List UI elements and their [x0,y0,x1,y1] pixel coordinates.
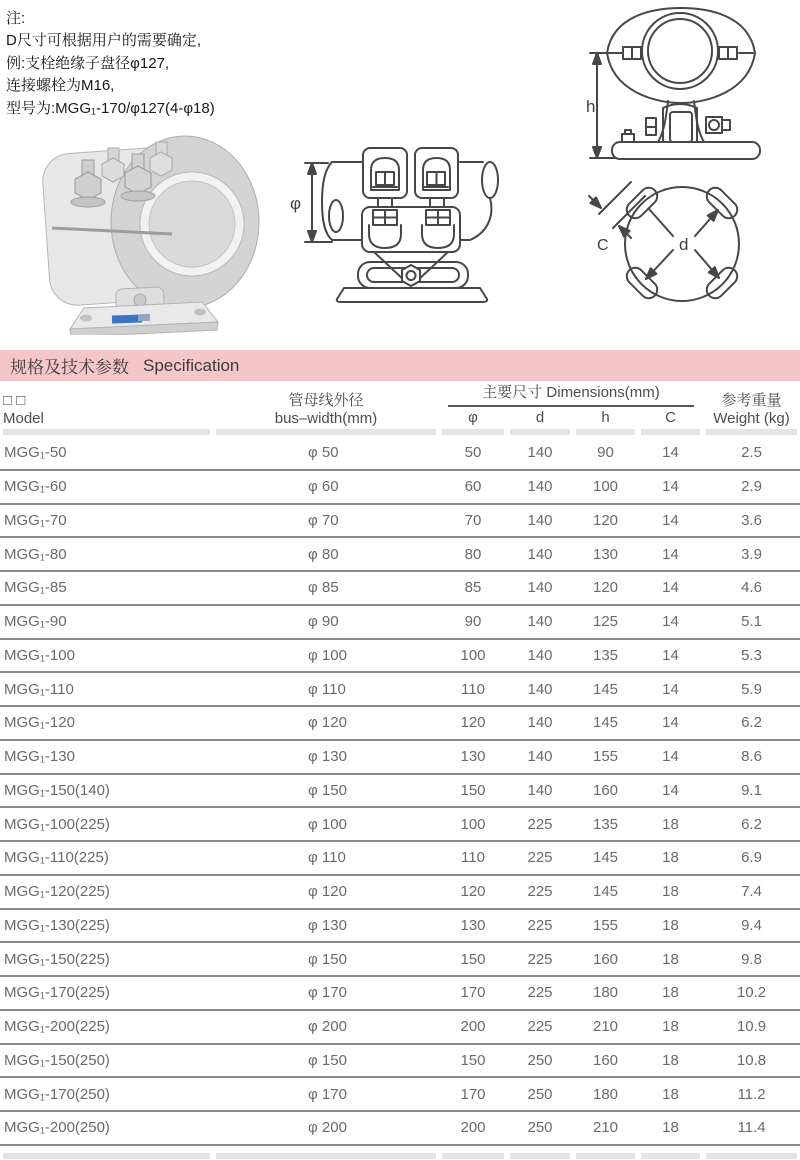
cell-c: 18 [662,1119,679,1137]
cell-phi: 80 [464,545,482,563]
cell-weight: 5.9 [741,680,762,698]
cell-weight: 5.1 [741,613,762,631]
col-header-weight [703,392,800,427]
side-view-drawing [590,8,760,159]
cell-weight: 6.9 [741,849,762,867]
cell-h: 180 [592,984,619,1002]
cell-c: 14 [662,579,679,597]
cell-h: 180 [592,1085,619,1103]
cell-h: 100 [592,478,619,496]
table-row [0,1112,800,1146]
col-header-dimensions [439,384,703,427]
cell-model: MGG₁-110 [4,680,74,698]
cell-weight: 9.1 [741,781,762,799]
cell-bus-width: φ 130 [308,748,347,766]
cell-h: 210 [592,1119,619,1137]
cell-d: 250 [527,1085,553,1103]
cell-model: MGG₁-170(225) [4,984,110,1002]
cell-phi: 150 [460,781,486,799]
cell-phi: 100 [460,815,486,833]
table-row [0,943,800,977]
cell-phi: 100 [460,646,486,664]
product-photo [20,130,270,335]
note-line: 连接螺栓为M16, [6,77,115,95]
cell-bus-width: φ 200 [308,1119,347,1137]
cell-c: 14 [662,748,679,766]
cell-bus-width: φ 70 [308,511,339,529]
cell-c: 14 [662,511,679,529]
subcol-d: d [535,408,545,426]
table-row [0,505,800,539]
table-row [0,808,800,842]
cell-weight: 5.3 [741,646,762,664]
front-view-diagram [272,128,512,308]
cell-model: MGG₁-110(225) [4,849,109,867]
cell-d: 250 [527,1119,553,1137]
cell-weight: 10.2 [736,984,767,1002]
col-header-model-zh: □ □ [3,392,26,409]
cell-d: 225 [527,815,553,833]
cell-c: 18 [662,1085,679,1103]
cell-d: 225 [527,849,553,867]
cell-h: 145 [592,849,619,867]
note-line: D尺寸可根据用户的需要确定, [6,32,202,50]
cell-bus-width: φ 100 [308,815,347,833]
cell-d: 140 [527,714,553,732]
col-header-weight-en: Weight (kg) [713,409,790,427]
subcol-phi: φ [468,408,478,426]
cell-model: MGG₁-150(250) [4,1051,110,1069]
table-row [0,842,800,876]
cell-weight: 10.9 [736,1018,767,1036]
cell-model: MGG₁-170(250) [4,1085,110,1103]
table-row [0,876,800,910]
note-line: 例:支栓绝缘子盘径φ127, [6,54,170,72]
cell-model: MGG₁-120(225) [4,883,110,901]
cell-weight: 10.8 [736,1051,767,1069]
cell-weight: 9.4 [741,916,762,934]
clamp-photo-body [41,136,259,335]
cell-bus-width: φ 80 [308,545,339,563]
cell-d: 140 [527,680,553,698]
cell-weight: 7.4 [741,883,762,901]
cell-d: 140 [527,478,553,496]
c-dimension-label: C [597,237,609,254]
cell-phi: 50 [464,444,482,462]
phi-dimension-label: φ [290,194,302,213]
cell-h: 135 [592,646,619,664]
cell-d: 225 [527,1018,553,1036]
cell-bus-width: φ 170 [308,984,347,1002]
cell-phi: 170 [460,1085,486,1103]
cell-phi: 200 [460,1018,486,1036]
col-header-bus-en: bus–width(mm) [274,409,378,427]
cell-d: 225 [527,883,553,901]
table-row [0,471,800,505]
cell-phi: 90 [464,613,482,631]
cell-weight: 11.2 [737,1085,766,1103]
cell-d: 140 [527,748,553,766]
cell-c: 14 [662,646,679,664]
header-separator-bar [0,429,800,435]
cell-c: 14 [662,444,679,462]
cell-d: 140 [527,545,553,563]
table-row [0,673,800,707]
table-row [0,1011,800,1045]
cell-h: 145 [592,680,619,698]
cell-bus-width: φ 150 [308,950,347,968]
cell-model: MGG₁-200(225) [4,1018,110,1036]
col-header-weight-zh: 参考重量 [721,392,782,409]
cell-h: 155 [592,916,619,934]
cell-model: MGG₁-100(225) [4,815,110,833]
cell-model: MGG₁-90 [4,613,67,631]
cell-weight: 2.9 [741,478,762,496]
spec-table-header [0,382,800,429]
cell-weight: 9.8 [741,950,762,968]
cell-phi: 150 [460,950,486,968]
cell-bus-width: φ 200 [308,1018,347,1036]
cell-weight: 4.6 [741,579,762,597]
bottom-view-diagram [585,170,797,318]
cell-phi: 130 [460,748,486,766]
cell-bus-width: φ 110 [308,849,346,867]
dimensions-underline [448,405,694,407]
cell-c: 14 [662,781,679,799]
section-title-en: Specification [143,355,240,375]
table-row [0,707,800,741]
cell-h: 130 [592,545,619,563]
cell-model: MGG₁-80 [4,545,67,563]
cell-phi: 85 [464,579,482,597]
table-row [0,1078,800,1112]
cell-d: 225 [527,950,553,968]
table-row [0,741,800,775]
cell-c: 18 [662,883,679,901]
cell-bus-width: φ 50 [308,444,339,462]
cell-h: 120 [592,579,619,597]
cell-bus-width: φ 150 [308,781,347,799]
cell-model: MGG₁-50 [4,444,67,462]
cell-c: 14 [662,613,679,631]
cell-bus-width: φ 120 [308,883,347,901]
cell-phi: 70 [464,511,482,529]
cell-phi: 200 [460,1119,486,1137]
cell-h: 145 [592,883,619,901]
cell-h: 120 [592,511,619,529]
cell-weight: 3.6 [741,511,762,529]
cell-h: 125 [592,613,619,631]
cell-weight: 2.5 [741,444,762,462]
cell-weight: 11.4 [737,1119,766,1137]
cell-phi: 120 [460,714,486,732]
section-header-bar [0,350,800,381]
cell-c: 18 [662,1051,679,1069]
cell-bus-width: φ 85 [308,579,339,597]
subcol-h: h [601,408,610,426]
cell-d: 140 [527,444,553,462]
cell-weight: 8.6 [741,748,762,766]
cell-weight: 6.2 [741,714,762,732]
cell-c: 14 [662,545,679,563]
cell-d: 140 [527,511,553,529]
h-dimension-label: h [586,97,596,116]
cell-d: 140 [527,646,553,664]
cell-c: 18 [662,849,679,867]
cell-model: MGG₁-130(225) [4,916,110,934]
cell-h: 160 [592,1051,619,1069]
cell-c: 14 [662,680,679,698]
cell-h: 135 [592,815,619,833]
cell-d: 140 [527,613,553,631]
cell-h: 160 [592,950,619,968]
d-dimension-label: d [679,235,689,254]
cell-bus-width: φ 120 [308,714,347,732]
bottom-separator-bar [0,1153,800,1159]
cell-phi: 130 [460,916,486,934]
cell-h: 160 [592,781,619,799]
notes-block [6,8,336,120]
table-row [0,572,800,606]
cell-h: 145 [592,714,619,732]
cell-bus-width: φ 90 [308,613,339,631]
note-line: 注: [6,10,26,27]
cell-bus-width: φ 170 [308,1085,347,1103]
col-header-bus-width [213,392,439,427]
table-row [0,538,800,572]
cell-model: MGG₁-150(225) [4,950,110,968]
cell-d: 140 [527,781,553,799]
cell-phi: 60 [464,478,482,496]
cell-model: MGG₁-60 [4,478,67,496]
cell-model: MGG₁-130 [4,748,75,766]
cell-weight: 6.2 [741,815,762,833]
cell-model: MGG₁-150(140) [4,781,110,799]
cell-c: 14 [662,478,679,496]
table-row [0,977,800,1011]
table-row [0,437,800,471]
cell-model: MGG₁-70 [4,511,67,529]
brand-label [112,314,142,323]
table-row [0,640,800,674]
cell-d: 250 [527,1051,553,1069]
dimensions-group-label: 主要尺寸 Dimensions(mm) [482,384,660,401]
table-row [0,606,800,640]
section-title-zh: 规格及技术参数 [10,358,129,377]
cell-d: 225 [527,984,553,1002]
cell-c: 18 [662,950,679,968]
cell-phi: 120 [460,883,486,901]
col-header-model [3,392,44,427]
cell-c: 18 [662,984,679,1002]
col-header-bus-zh: 管母线外径 [288,392,364,409]
cell-d: 140 [527,579,553,597]
cell-bus-width: φ 130 [308,916,347,934]
note-line: 型号为:MGG₁-170/φ127(4-φ18) [6,99,215,117]
table-row [0,1045,800,1079]
cell-phi: 170 [460,984,486,1002]
table-row [0,775,800,809]
cell-phi: 110 [461,849,485,867]
cell-bus-width: φ 60 [308,478,339,496]
cell-c: 18 [662,916,679,934]
cell-bus-width: φ 150 [308,1051,347,1069]
table-row [0,910,800,944]
cell-c: 14 [662,714,679,732]
cell-c: 18 [662,1018,679,1036]
cell-bus-width: φ 100 [308,646,347,664]
subcol-c: C [665,408,676,426]
cell-model: MGG₁-200(250) [4,1119,110,1137]
spec-table-body [0,437,800,1146]
cell-phi: 150 [460,1051,486,1069]
front-view-drawing [305,148,498,302]
cell-model: MGG₁-100 [4,646,75,664]
cell-model: MGG₁-85 [4,579,67,597]
cell-weight: 3.9 [741,545,762,563]
bottom-view-drawing [589,182,741,302]
cell-h: 90 [597,444,614,462]
cell-bus-width: φ 110 [308,680,346,698]
col-header-model-en: Model [3,409,44,427]
cell-model: MGG₁-120 [4,714,75,732]
cell-h: 210 [592,1018,619,1036]
cell-phi: 110 [461,680,485,698]
cell-c: 18 [662,815,679,833]
side-view-diagram [568,0,796,166]
cell-h: 155 [592,748,619,766]
cell-d: 225 [527,916,553,934]
